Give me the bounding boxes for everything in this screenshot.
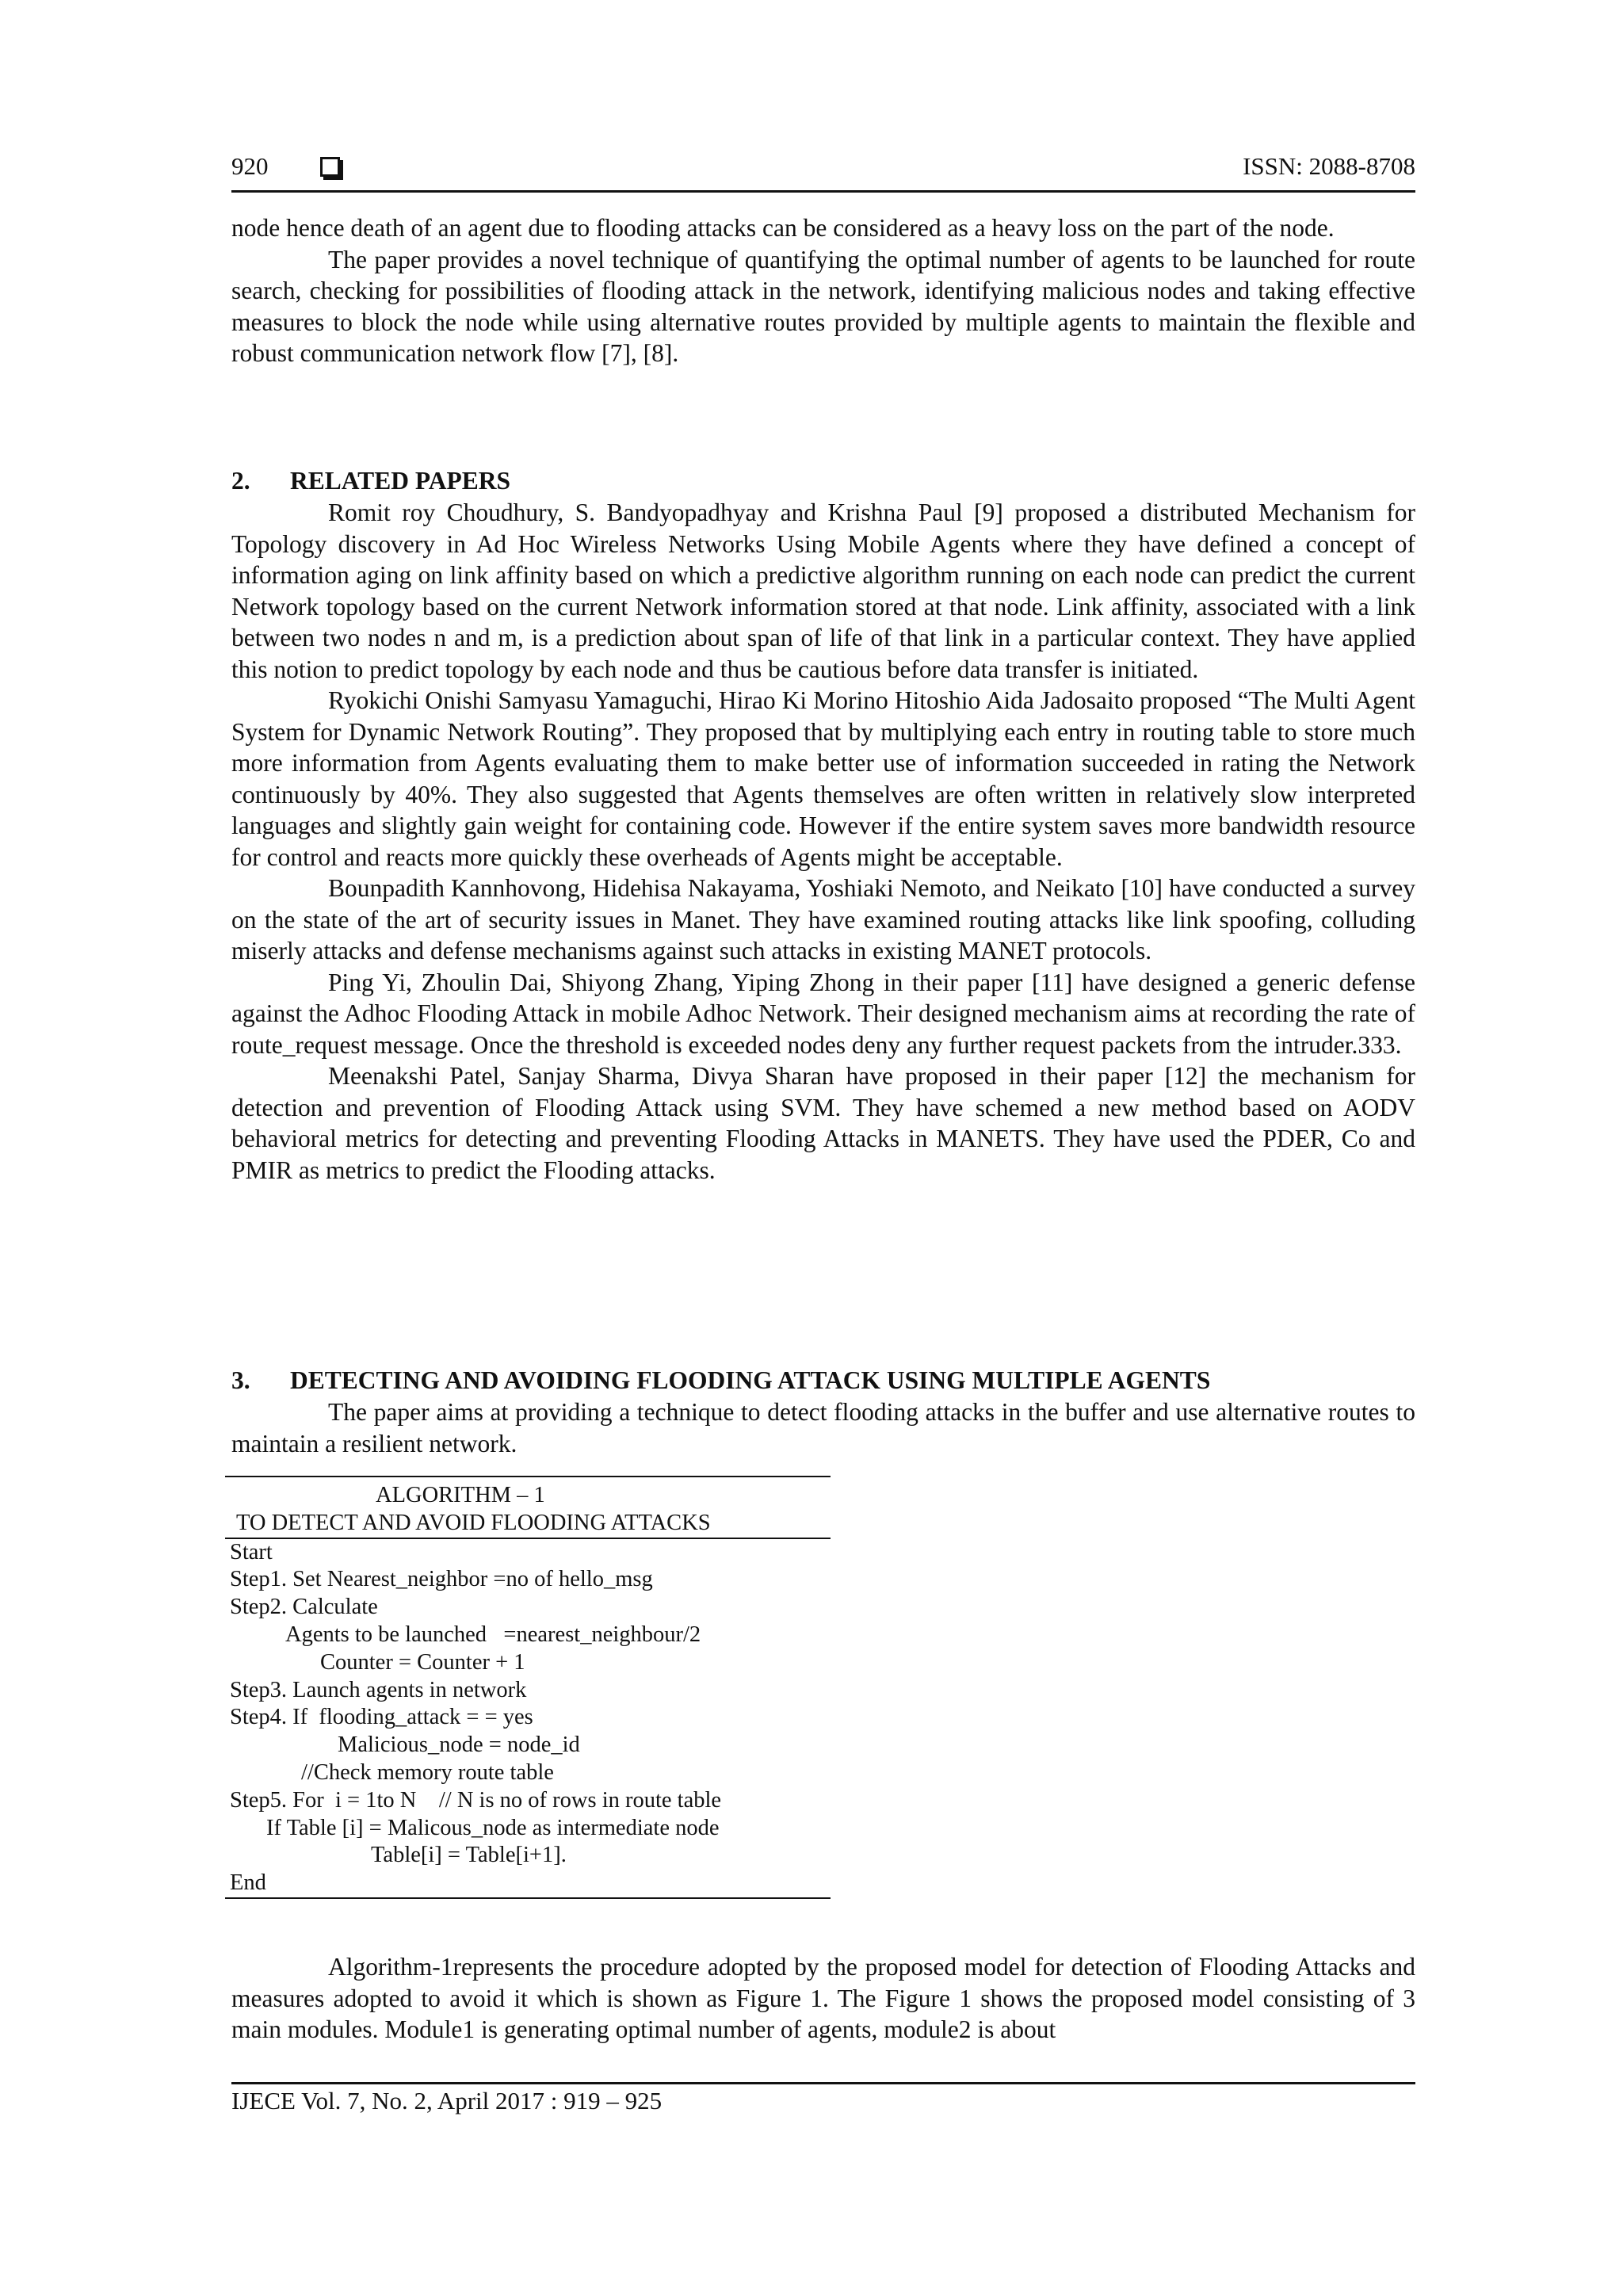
paragraph: Ryokichi Onishi Samyasu Yamaguchi, Hirao Ki Morino Hitoshio Aida Jadosaito proposed “The Multi Agent System for Dynamic Network Routing”. They proposed that by multiplying each entry in routing table to store much more information from Agents evaluating them to make better use of information succeeded in rating the Network continuously by 40%. They also suggested that Agents themselves are often written in relatively slow interpreted languages and slightly gain weight for containing code. However if the entire system saves more bandwidth resource for control and reacts more quickly these overheads of Agents might be acceptable. xyxy=(231,686,1415,871)
paragraph: Romit roy Choudhury, S. Bandyopadhyay and Krishna Paul [9] proposed a distributed Mechanism for Topology discovery in Ad Hoc Wireless Networks Using Mobile Agents where they have defined a concept of information aging on link affinity based on which a predictive algorithm running on each node can predict the current Network topology based on the current Network information stored at that node. Link affinity, associated with a link between two nodes n and m, is a prediction about span of life of that link in a particular context. They have applied this notion to predict topology by each node and thus be cautious before data transfer is initiated. xyxy=(231,499,1415,683)
intro-paragraph-2: The paper provides a novel technique of quantifying the optimal number of agents to be launched for route search, checking for possibilities of flooding attack in the network, identifying malicious nodes and taking effective measures to block the node while using alternative routes provided by multiple agents to maintain the flexible and robust communication network flow [7], [8]. xyxy=(231,245,1415,367)
algorithm-line: Table[i] = Table[i+1]. xyxy=(371,1843,567,1868)
algorithm-box xyxy=(225,1476,831,1899)
algorithm-line: If Table [i] = Malicous_node as intermediate node xyxy=(266,1815,720,1840)
paragraph: The paper aims at providing a technique to detect flooding attacks in the buffer and use alternative routes to maintain a resilient network. xyxy=(231,1398,1415,1457)
section-title: RELATED PAPERS xyxy=(290,467,510,495)
algorithm-line: Step3. Launch agents in network xyxy=(230,1677,527,1702)
algorithm-line: Malicious_node = node_id xyxy=(338,1733,580,1758)
checkbox-square-icon xyxy=(320,157,340,177)
algorithm-line: Counter = Counter + 1 xyxy=(320,1649,525,1675)
header-rule xyxy=(231,190,1415,193)
paragraph: Meenakshi Patel, Sanjay Sharma, Divya Sharan have proposed in their paper [12] the mechanism for detection and prevention of Flooding Attack using SVM. They have schemed a new method based on AODV behavioral metrics for detecting and preventing Flooding Attacks in MANETS. They have used the PDER, Co and PMIR as metrics to predict the Flooding attacks. xyxy=(231,1062,1415,1184)
section-3-intro xyxy=(231,1396,1415,1459)
footer-rule xyxy=(231,2082,1415,2084)
closing-text xyxy=(231,1951,1415,2046)
section-2-body xyxy=(231,497,1415,1186)
algorithm-line: Step4. If flooding_attack = = yes xyxy=(230,1705,533,1730)
algorithm-title: ALGORITHM – 1 xyxy=(376,1483,545,1507)
algorithm-line: Step2. Calculate xyxy=(230,1595,378,1620)
journal-citation: IJECE Vol. 7, No. 2, April 2017 : 919 – 925 xyxy=(231,2087,663,2115)
algorithm-top-rule xyxy=(225,1476,831,1477)
section-2-heading xyxy=(231,467,510,495)
algorithm-line: Step5. For i = 1to N // N is no of rows in route table xyxy=(230,1787,722,1813)
section-number: 2. xyxy=(231,467,250,495)
paragraph: Bounpadith Kannhovong, Hidehisa Nakayama, Yoshiaki Nemoto, and Neikato [10] have conducted a survey on the state of the art of security issues in Manet. They have examined routing attacks like link spoofing, colluding miserly attacks and defense mechanisms against such attacks in existing MANET protocols. xyxy=(231,874,1415,965)
section-title: DETECTING AND AVOIDING FLOODING ATTACK USING MULTIPLE AGENTS xyxy=(290,1366,1211,1394)
algorithm-line: Start xyxy=(230,1539,273,1564)
algorithm-line: Step1. Set Nearest_neighbor =no of hello_msg xyxy=(230,1567,653,1592)
issn-label: ISSN: 2088-8708 xyxy=(1243,152,1415,180)
intro-text xyxy=(231,212,1415,369)
algorithm-line: End xyxy=(230,1870,266,1896)
section-3-heading xyxy=(231,1366,1210,1395)
intro-paragraph-1: node hence death of an agent due to flooding attacks can be considered as a heavy loss on the part of the node. xyxy=(231,214,1335,242)
page-number: 920 xyxy=(231,152,269,180)
algorithm-line: Agents to be launched =nearest_neighbour/2 xyxy=(285,1622,701,1647)
running-header xyxy=(231,152,1415,187)
algorithm-subtitle: TO DETECT AND AVOID FLOODING ATTACKS xyxy=(236,1510,711,1535)
algorithm-line: //Check memory route table xyxy=(301,1759,554,1785)
paragraph: Ping Yi, Zhoulin Dai, Shiyong Zhang, Yiping Zhong in their paper [11] have designed a generic defense against the Adhoc Flooding Attack in mobile Adhoc Network. Their designed mechanism aims at recording the rate of route_request message. Once the threshold is exceeded nodes deny any further request packets from the intruder.333. xyxy=(231,968,1415,1059)
paragraph: Algorithm-1represents the procedure adopted by the proposed model for detection of Flooding Attacks and measures adopted to avoid it which is shown as Figure 1. The Figure 1 shows the proposed model consisting of 3 main modules. Module1 is generating optimal number of agents, module2 is about xyxy=(231,1953,1415,2043)
algorithm-bottom-rule xyxy=(225,1897,831,1899)
section-number: 3. xyxy=(231,1366,250,1394)
